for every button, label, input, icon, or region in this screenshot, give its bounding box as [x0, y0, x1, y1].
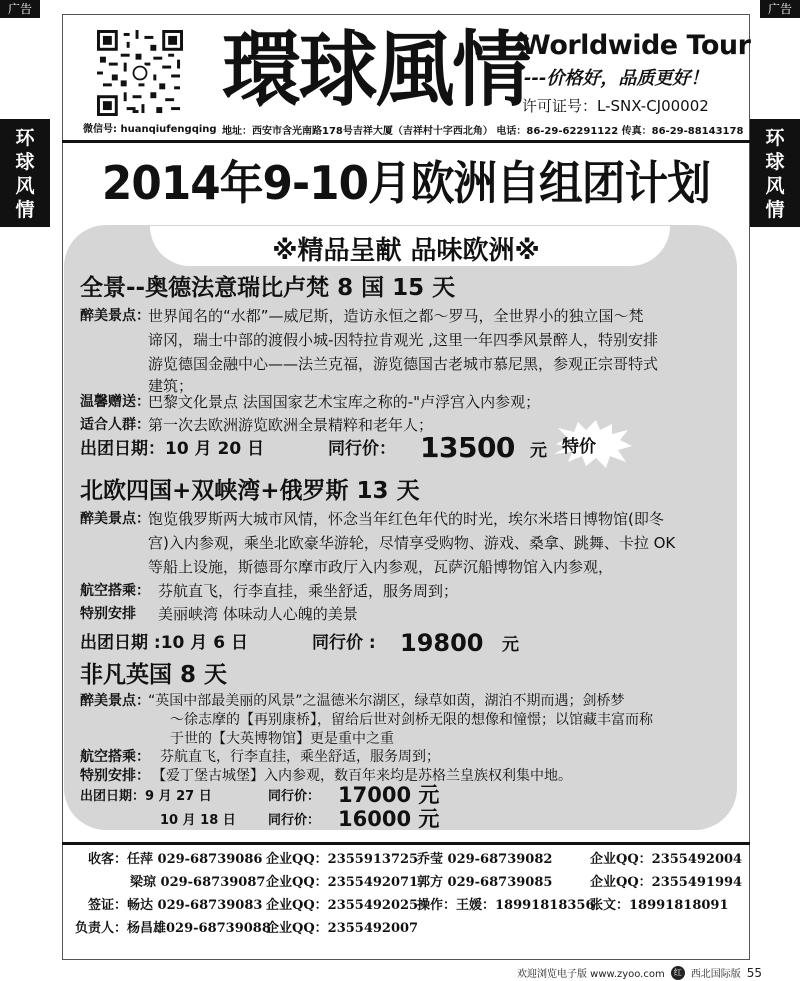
route-2-special-label: 特别安排 — [80, 606, 136, 622]
side-tab-right — [750, 119, 800, 227]
contact-entry: 张文：18991818091 — [590, 898, 729, 913]
license-number: 许可证号：L-SNX-CJ00002 — [522, 97, 709, 115]
route-3-flight-label: 航空搭乘： — [80, 749, 150, 765]
wechat-id: 微信号: huanqiufengqing — [83, 124, 217, 135]
side-tab-char: 环 — [765, 127, 785, 149]
route-2-price: 19800 — [400, 629, 484, 657]
brand-logo-cn: 環球風情 — [222, 22, 530, 118]
route-1-scenic-line: 世界闻名的“水都”—威尼斯，造访永恒之都～罗马，全世界小的独立国～梵 — [148, 307, 644, 325]
route-2-price-label: 同行价 : — [312, 633, 376, 653]
route-1-scenic-label: 醉美景点： — [80, 308, 150, 324]
side-tab-char: 风 — [765, 175, 785, 197]
side-tab-char: 环 — [15, 127, 35, 149]
page-number: 55 — [746, 965, 762, 980]
ad-tag-right: 广告 — [760, 0, 800, 18]
route-3-special-label: 特别安排： — [80, 768, 150, 784]
route-1-scenic-line: 建筑； — [148, 377, 194, 395]
route-3-departure-date: 出团日期：9 月 27 日 — [80, 789, 212, 804]
side-tab-char: 情 — [765, 199, 785, 221]
route-2-flight: 芬航直飞，行李直挂，乘坐舒适，服务周到； — [158, 582, 459, 600]
footer-website: 欢迎浏览电子版 www.zyoo.com — [516, 969, 665, 980]
contact-qq: 企业QQ：2355492025 — [266, 898, 419, 913]
route-2-scenic-line: 饱览俄罗斯两大城市风情，怀念当年红色年代的时光，埃尔米塔日博物馆(即冬 — [148, 510, 664, 528]
route-1-price: 13500 — [420, 431, 515, 464]
brand-logo-en: Worldwide Tour — [521, 30, 751, 61]
contact-entry: 签证：畅达 029-68739083 — [88, 898, 263, 913]
page-footer — [517, 965, 762, 980]
route-2-currency: 元 — [502, 635, 519, 655]
contact-entry: 郭方 029-68739085 — [417, 875, 553, 890]
route-3-price-label: 同行价： — [268, 813, 321, 828]
edition-badge-icon: 红 — [671, 966, 685, 980]
route-3-price-label: 同行价： — [268, 789, 321, 804]
route-3-scenic-line: ～徐志摩的【再别康桥】，留给后世对剑桥无限的想像和憧憬；以馆藏丰富而称 — [170, 712, 653, 728]
route-3-scenic-line: 于世的【大英博物馆】更是重中之重 — [170, 731, 394, 747]
route-3-special: 【爱丁堡古城堡】入内参观，数百年来均是苏格兰皇族权利集中地。 — [152, 768, 572, 784]
side-tab-char: 情 — [15, 199, 35, 221]
route-1-crowd-label: 适合人群： — [80, 417, 150, 433]
header-divider — [62, 140, 750, 143]
contact-entry: 负责人：杨昌雄029-68739088 — [75, 921, 271, 936]
route-1-gift-label: 温馨赠送： — [80, 394, 150, 410]
route-3-title: 非凡英国 8 天 — [80, 662, 228, 688]
contact-qq: 企业QQ：2355913725 — [266, 852, 419, 867]
contacts-divider — [62, 842, 750, 845]
contact-qq: 企业QQ：2355491994 — [590, 875, 743, 890]
ad-tag-left: 广告 — [0, 0, 40, 18]
route-1-title: 全景--奥德法意瑞比卢梵 8 国 15 天 — [80, 275, 456, 301]
side-tab-char: 球 — [765, 151, 785, 173]
route-3-price: 17000 元 — [338, 783, 440, 807]
qr-code-icon — [97, 30, 183, 116]
route-2-scenic-line: 等船上设施，斯德哥尔摩市政厅入内参观，瓦萨沉船博物馆入内参观， — [148, 558, 614, 576]
route-2-title: 北欧四国+双峡湾+俄罗斯 13 天 — [80, 478, 420, 504]
route-2-special: 美丽峡湾 体味动人心魄的美景 — [158, 605, 358, 623]
route-1-gift: 巴黎文化景点 法国国家艺术宝库之称的-"卢浮宫入内参观； — [148, 393, 541, 411]
page-title: 2014年9-10月欧洲自组团计划 — [101, 156, 711, 210]
route-3-scenic-line: “英国中部最美丽的风景”之温德米尔湖区，绿草如茵，湖泊不期而遇；剑桥梦 — [148, 693, 625, 709]
route-3-scenic-label: 醉美景点： — [80, 693, 150, 709]
route-2-scenic-label: 醉美景点： — [80, 511, 150, 527]
contact-entry: 乔莹 029-68739082 — [417, 852, 553, 867]
sub-title: ※精品呈献 品味欧洲※ — [272, 236, 540, 266]
route-3-departure-date: 10 月 18 日 — [160, 813, 236, 828]
route-1-departure-date: 出团日期：10 月 20 日 — [80, 439, 265, 459]
contact-qq: 企业QQ：2355492004 — [590, 852, 743, 867]
contact-qq: 企业QQ：2355492071 — [266, 875, 419, 890]
contact-entry: 收客：任萍 029-68739086 — [88, 852, 263, 867]
route-2-flight-label: 航空搭乘： — [80, 583, 150, 599]
side-tab-left — [0, 119, 50, 227]
side-tab-char: 球 — [15, 151, 35, 173]
route-1-scenic-line: 谛冈，瑞士中部的渡假小城-因特拉肯观光 ,这里一年四季风景醉人，特别安排 — [148, 331, 658, 349]
contact-qq: 企业QQ：2355492007 — [266, 921, 419, 936]
route-1-scenic-line: 游览德国金融中心——法兰克福，游览德国古老城市慕尼黑，参观正宗哥特式 — [148, 355, 659, 373]
slogan: ---价格好，品质更好！ — [524, 68, 709, 89]
route-1-price-label: 同行价： — [328, 439, 396, 459]
address-line: 地址：西安市含光南路178号吉祥大厦（吉祥村十字西北角） 电话：86-29-62291122 传真：86-29-88143178 — [222, 126, 744, 137]
footer-edition: 西北国际版 — [690, 969, 741, 980]
route-1-special-badge: 特价 — [562, 437, 596, 457]
contact-entry: 梁琼 029-68739087 — [130, 875, 266, 890]
route-2-scenic-line: 宫)入内参观，乘坐北欧豪华游轮，尽情享受购物、游戏、桑拿、跳舞、卡拉 OK — [148, 534, 676, 552]
route-3-flight: 芬航直飞，行李直挂，乘坐舒适，服务周到； — [160, 749, 440, 765]
route-1-crowd: 第一次去欧洲游览欧洲全景精粹和老年人； — [148, 416, 434, 434]
contact-entry: 操作：王媛：18991818356 — [417, 898, 595, 913]
route-3-price: 16000 元 — [338, 807, 440, 831]
side-tab-char: 风 — [15, 175, 35, 197]
route-2-departure-date: 出团日期 :10 月 6 日 — [80, 633, 248, 653]
route-1-currency: 元 — [530, 441, 547, 461]
